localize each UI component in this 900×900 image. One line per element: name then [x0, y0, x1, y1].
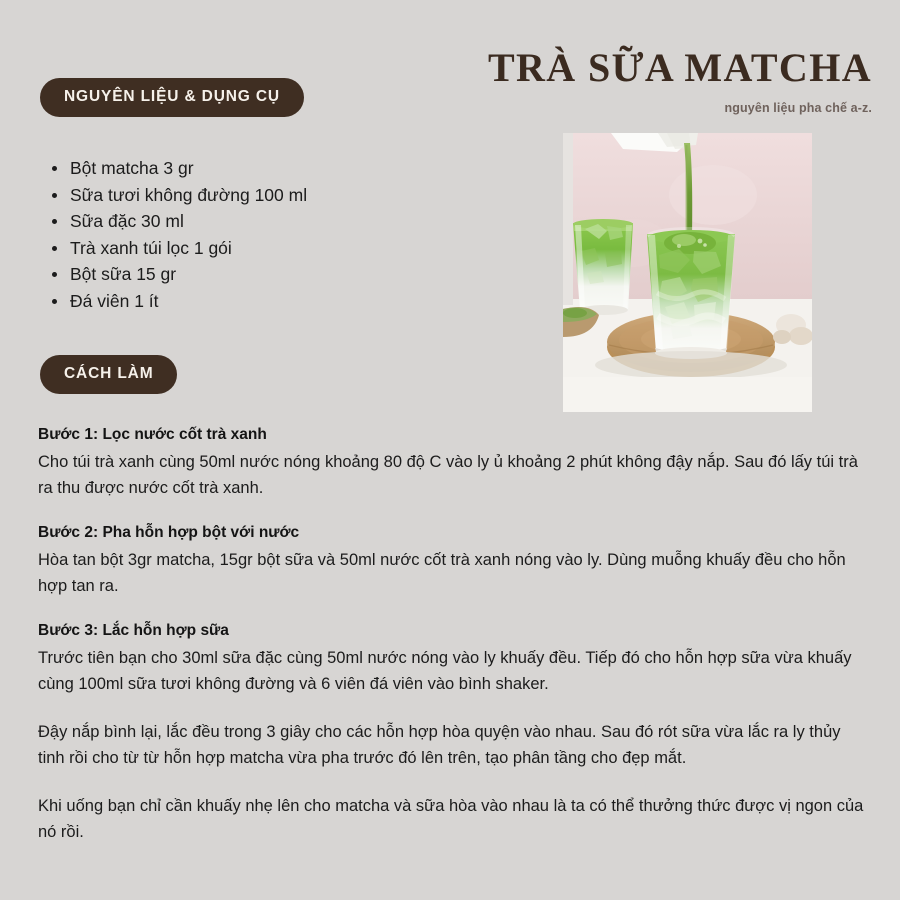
step-body — [38, 547, 868, 599]
step-paragraph: Cho túi trà xanh cùng 50ml nước nóng khoảng 80 độ C vào ly ủ khoảng 2 phút không đậy nắp. Sau đó lấy túi trà ra thu được nước cốt trà xanh. — [38, 453, 858, 497]
matcha-latte-photo — [563, 133, 812, 412]
page-subtitle: nguyên liệu pha chế a-z. — [724, 101, 872, 115]
list-item: Sữa tươi không đường 100 ml — [70, 182, 520, 209]
method-steps — [38, 424, 868, 845]
step-paragraph: Trước tiên bạn cho 30ml sữa đặc cùng 50ml nước nóng vào ly khuấy đều. Tiếp đó cho hỗn hợp sữa vừa khuấy cùng 100ml sữa tươi không đường và 6 viên đá viên vào bình shaker. — [38, 649, 852, 693]
step-title: Bước 1: Lọc nước cốt trà xanh — [38, 426, 267, 443]
list-item: Bột matcha 3 gr — [70, 155, 520, 182]
method-section-badge: CÁCH LÀM — [40, 355, 177, 394]
list-item: Trà xanh túi lọc 1 gói — [70, 235, 520, 262]
step-paragraph: Đậy nắp bình lại, lắc đều trong 3 giây cho các hỗn hợp hòa quyện vào nhau. Sau đó rót sữa vừa lắc ra ly thủy tinh rồi cho từ từ hỗn hợp matcha vừa pha trước đó lên trên, tạo phân tầng cho đẹp mắt. — [38, 723, 841, 767]
ingredients-section-badge: NGUYÊN LIỆU & DỤNG CỤ — [40, 78, 304, 117]
step-2 — [38, 522, 868, 599]
step-body — [38, 645, 868, 845]
step-paragraph: Hòa tan bột 3gr matcha, 15gr bột sữa và 50ml nước cốt trà xanh nóng vào ly. Dùng muỗng khuấy đều cho hỗn hợp tan ra. — [38, 551, 846, 595]
step-3 — [38, 620, 868, 845]
step-1 — [38, 424, 868, 501]
step-title: Bước 3: Lắc hỗn hợp sữa — [38, 622, 229, 639]
list-item: Sữa đặc 30 ml — [70, 208, 520, 235]
ingredients-list — [48, 155, 520, 314]
page-title: TRÀ SỮA MATCHA — [487, 45, 872, 90]
header — [0, 0, 900, 125]
title-block — [487, 45, 872, 115]
list-item: Bột sữa 15 gr — [70, 261, 520, 288]
step-paragraph: Khi uống bạn chỉ cần khuấy nhẹ lên cho matcha và sữa hòa vào nhau là ta có thể thưởng thức được vị ngon của nó rồi. — [38, 797, 864, 841]
step-body — [38, 449, 868, 501]
list-item: Đá viên 1 ít — [70, 288, 520, 315]
step-title: Bước 2: Pha hỗn hợp bột với nước — [38, 524, 300, 541]
